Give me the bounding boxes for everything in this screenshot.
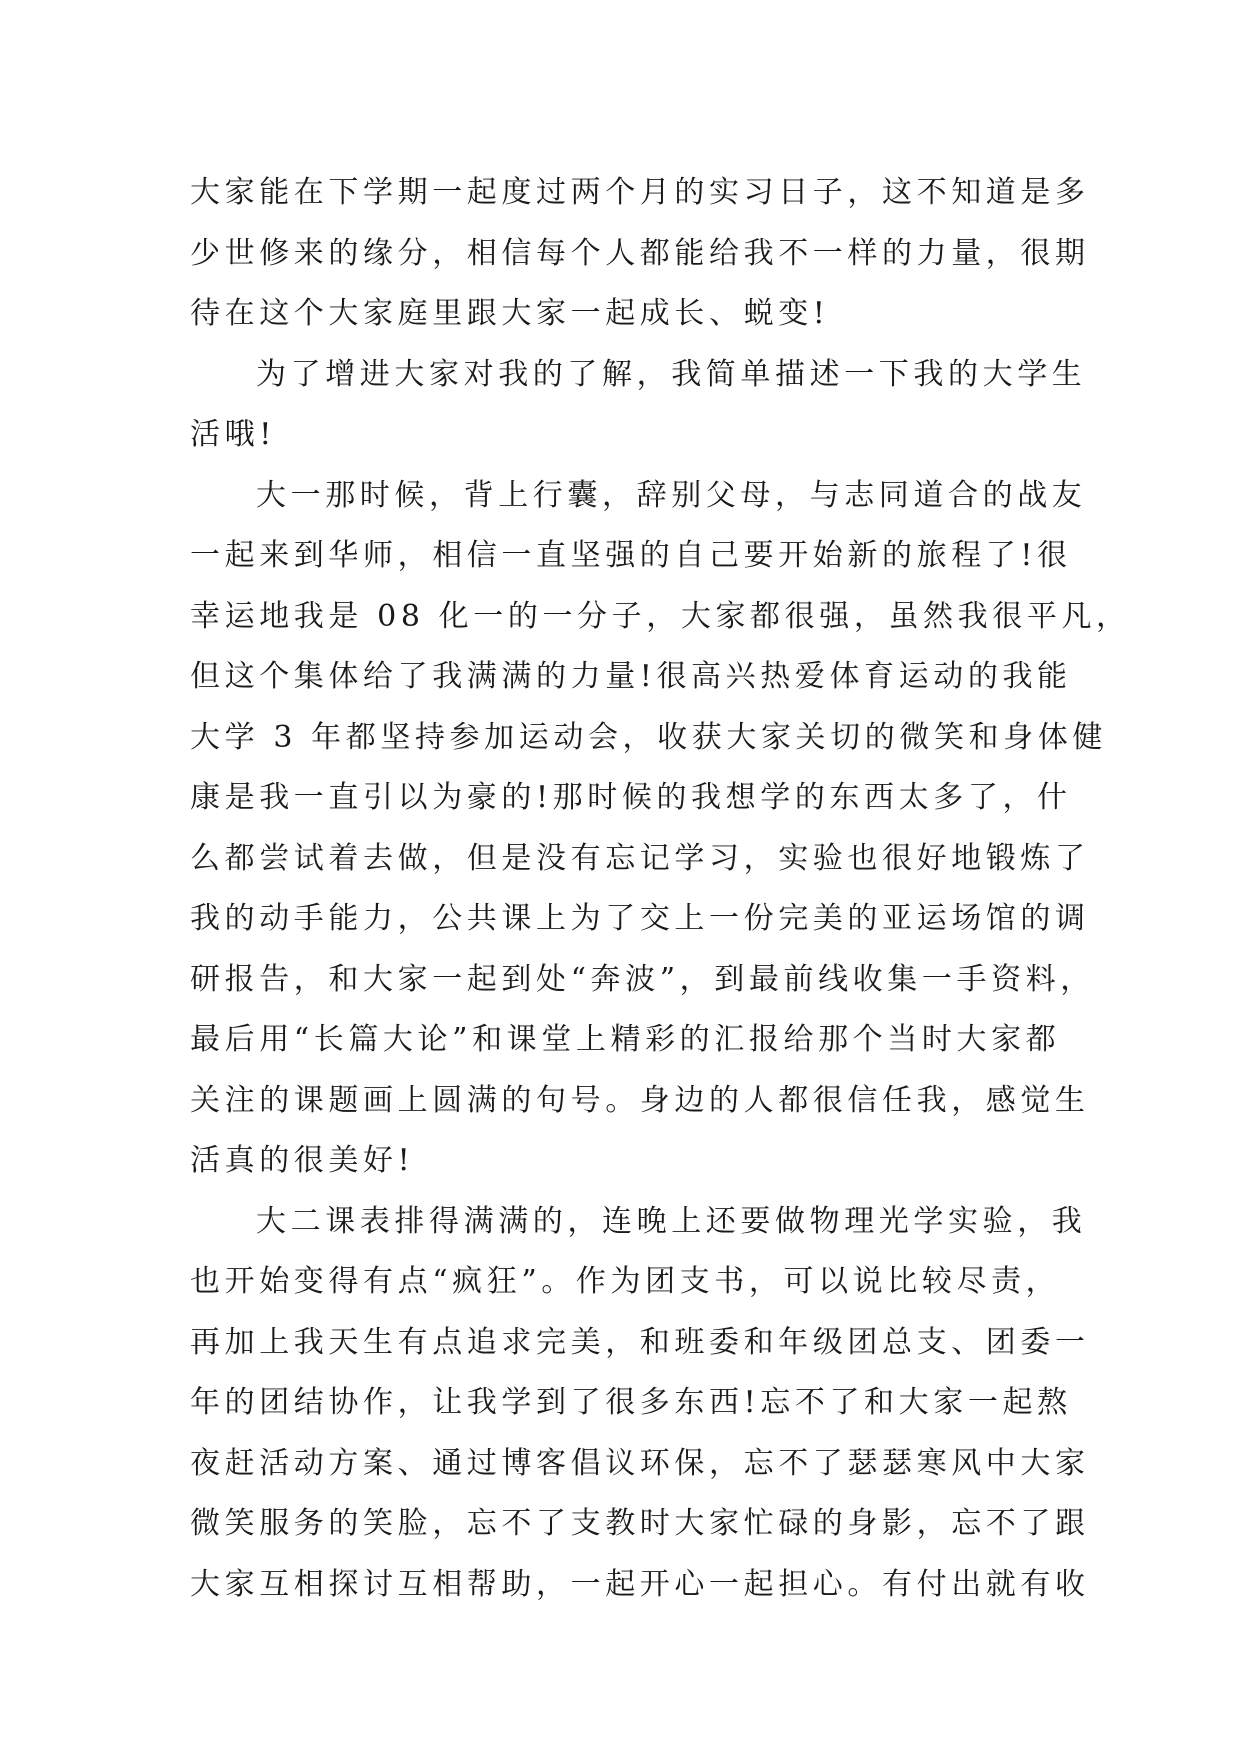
text-line: 么都尝试着去做，但是没有忘记学习，实验也很好地锻炼了 xyxy=(190,840,1090,876)
text-line: 大家互相探讨互相帮助，一起开心一起担心。有付出就有收 xyxy=(190,1566,1090,1602)
text-line: 康是我一直引以为豪的!那时候的我想学的东西太多了，什 xyxy=(190,780,1072,815)
text-line: 少世修来的缘分，相信每个人都能给我不一样的力量，很期 xyxy=(190,235,1090,271)
text-line: 活哦! xyxy=(190,417,276,452)
text-line: 也开始变得有点“疯狂”。作为团支书，可以说比较尽责， xyxy=(190,1264,1061,1299)
text-line: 大学 3 年都坚持参加运动会，收获大家关切的微笑和身体健 xyxy=(190,719,1107,755)
text-line: 我的动手能力，公共课上为了交上一份完美的亚运场馆的调 xyxy=(190,901,1090,936)
document-body xyxy=(190,163,1131,1615)
paragraph-first-line: 为了增进大家对我的了解，我简单描述一下我的大学生 xyxy=(256,356,1087,392)
text-line: 再加上我天生有点追求完美，和班委和年级团总支、团委一 xyxy=(190,1324,1090,1360)
text-line: 最后用“长篇大论”和课堂上精彩的汇报给那个当时大家都 xyxy=(190,1022,1061,1057)
text-line: 但这个集体给了我满满的力量!很高兴热爱体育运动的我能 xyxy=(190,659,1072,694)
paragraph-first-line: 大一那时候，背上行囊，辞别父母，与志同道合的战友 xyxy=(256,477,1087,513)
text-line: 年的团结协作，让我学到了很多东西!忘不了和大家一起熬 xyxy=(190,1385,1072,1420)
text-line: 微笑服务的笑脸，忘不了支教时大家忙碌的身影，忘不了跟 xyxy=(190,1506,1090,1541)
text-line: 夜赶活动方案、通过博客倡议环保，忘不了瑟瑟寒风中大家 xyxy=(190,1445,1090,1481)
text-line: 研报告，和大家一起到处“奔波”，到最前线收集一手资料， xyxy=(190,961,1095,997)
text-line: 幸运地我是 08 化一的一分子，大家都很强，虽然我很平凡， xyxy=(190,598,1131,634)
text-line: 关注的课题画上圆满的句号。身边的人都很信任我，感觉生 xyxy=(190,1082,1090,1118)
text-line: 一起来到华师，相信一直坚强的自己要开始新的旅程了!很 xyxy=(190,538,1072,573)
text-line: 待在这个大家庭里跟大家一起成长、蜕变! xyxy=(190,296,830,331)
text-line: 大家能在下学期一起度过两个月的实习日子，这不知道是多 xyxy=(190,175,1090,210)
paragraph-first-line: 大二课表排得满满的，连晚上还要做物理光学实验，我 xyxy=(256,1203,1087,1239)
text-line: 活真的很美好! xyxy=(190,1143,415,1178)
